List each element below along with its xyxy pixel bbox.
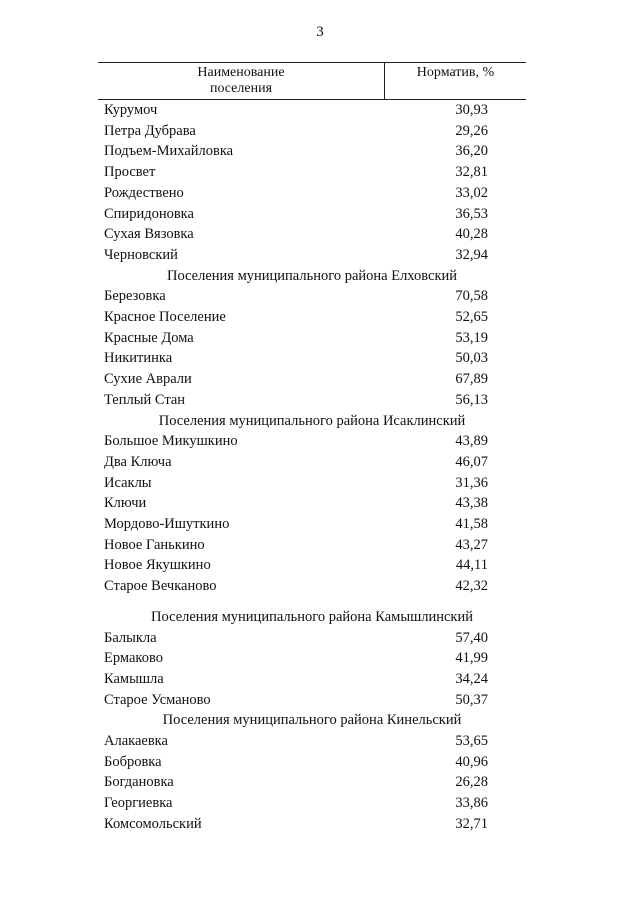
table-row	[0, 793, 640, 813]
table-row	[0, 452, 640, 472]
settlement-name: Новое Якушкино	[104, 557, 211, 574]
section-title: Поселения муниципального района Исаклинский	[158, 412, 466, 429]
table-row	[0, 307, 640, 327]
settlement-name: Спиридоновка	[104, 205, 194, 222]
settlement-name: Бобровка	[104, 753, 162, 770]
table-row	[0, 514, 640, 534]
norm-value: 32,71	[455, 815, 488, 832]
settlement-name: Курумоч	[104, 102, 158, 118]
settlement-name: Сухая Вязовка	[104, 226, 194, 243]
settlement-name: Подъем-Михайловка	[104, 143, 234, 160]
table-row	[0, 162, 640, 182]
settlement-name: Два Ключа	[104, 453, 172, 470]
settlement-name: Петра Дубрава	[104, 122, 196, 139]
norm-value: 46,07	[455, 453, 488, 470]
norm-value: 43,89	[455, 433, 488, 450]
table-row	[0, 535, 640, 555]
table-row	[0, 141, 640, 161]
norm-value: 52,65	[455, 309, 488, 325]
norm-value: 53,65	[455, 733, 488, 749]
settlement-name: Красное Поселение	[104, 309, 226, 325]
norm-value: 50,37	[455, 691, 488, 708]
table-row	[0, 473, 640, 493]
norm-value: 53,19	[455, 329, 488, 346]
header-norm-column: Норматив, %	[416, 65, 495, 80]
table-row	[0, 369, 640, 389]
table-row	[0, 731, 640, 751]
table-row	[0, 348, 640, 368]
table-row	[0, 555, 640, 575]
table-row	[0, 328, 640, 348]
settlement-name: Березовка	[104, 288, 166, 305]
table-row	[0, 204, 640, 224]
settlement-name: Черновский	[104, 246, 178, 263]
settlement-name: Камышла	[104, 670, 164, 687]
settlement-name: Рождествено	[104, 184, 184, 201]
table-row	[0, 772, 640, 792]
norm-value: 40,96	[455, 753, 488, 770]
norm-value: 44,11	[455, 557, 488, 574]
norm-value: 29,26	[455, 122, 488, 139]
norm-value: 50,03	[455, 350, 488, 367]
table-row	[0, 245, 640, 265]
settlement-name: Старое Усманово	[104, 691, 211, 708]
norm-value: 32,94	[455, 246, 488, 263]
settlement-name: Старое Вечканово	[104, 578, 217, 595]
section-title: Поселения муниципального района Кинельский	[162, 712, 462, 729]
table-row	[0, 669, 640, 689]
section-title: Поселения муниципального района Камышлинский	[151, 608, 473, 625]
table-row	[0, 628, 640, 648]
norm-value: 26,28	[455, 774, 488, 791]
norm-value: 41,99	[455, 650, 488, 667]
settlement-name: Ермаково	[104, 650, 163, 667]
table-row	[0, 648, 640, 668]
table-row	[0, 814, 640, 834]
norm-value: 36,20	[455, 143, 488, 160]
norm-value: 36,53	[455, 205, 488, 222]
settlement-name: Мордово-Ишуткино	[104, 516, 230, 532]
norm-value: 57,40	[455, 629, 488, 646]
table-row	[0, 493, 640, 513]
settlement-name: Никитинка	[104, 350, 173, 367]
norm-value: 56,13	[455, 391, 488, 408]
settlement-name: Теплый Стан	[104, 391, 186, 408]
settlement-name: Новое Ганькино	[104, 536, 205, 553]
norm-value: 30,93	[455, 102, 488, 118]
norm-value: 31,36	[455, 474, 488, 491]
norm-value: 43,27	[455, 536, 488, 553]
table-row	[0, 121, 640, 141]
norm-value: 70,58	[455, 288, 488, 305]
norm-value: 34,24	[455, 670, 488, 687]
settlement-name: Алакаевка	[104, 733, 168, 749]
table-row	[0, 286, 640, 306]
settlement-name: Красные Дома	[104, 329, 194, 346]
settlement-name: Ключи	[104, 495, 147, 512]
table-row	[0, 183, 640, 203]
section-title: Поселения муниципального района Елховский	[166, 267, 458, 284]
settlement-name: Георгиевка	[104, 795, 173, 812]
settlement-name: Сухие Аврали	[104, 371, 192, 388]
table-row	[0, 576, 640, 596]
header-name-line1: Наименование	[197, 65, 285, 80]
norm-value: 43,38	[455, 495, 488, 512]
norm-value: 32,81	[455, 164, 488, 181]
norm-value: 41,58	[455, 516, 488, 532]
norm-value: 42,32	[455, 578, 488, 595]
table-row	[0, 431, 640, 451]
norm-value: 40,28	[455, 226, 488, 243]
table-header	[98, 62, 526, 100]
table-row	[0, 752, 640, 772]
table-row	[0, 390, 640, 410]
settlement-name: Большое Микушкино	[104, 433, 238, 450]
header-name-line2: поселения	[209, 81, 273, 96]
page-number: 3	[316, 24, 324, 40]
table-row	[0, 690, 640, 710]
norm-value: 33,02	[455, 184, 488, 201]
norm-value: 33,86	[455, 795, 488, 812]
table-row	[0, 224, 640, 244]
settlement-name: Комсомольский	[104, 815, 202, 832]
header-name-column	[98, 65, 384, 97]
settlement-name: Исаклы	[104, 474, 152, 491]
settlement-name: Просвет	[104, 164, 156, 181]
settlement-name: Богдановка	[104, 774, 174, 791]
settlement-name: Балыкла	[104, 629, 157, 646]
norm-value: 67,89	[455, 371, 488, 388]
table-row	[0, 100, 640, 120]
